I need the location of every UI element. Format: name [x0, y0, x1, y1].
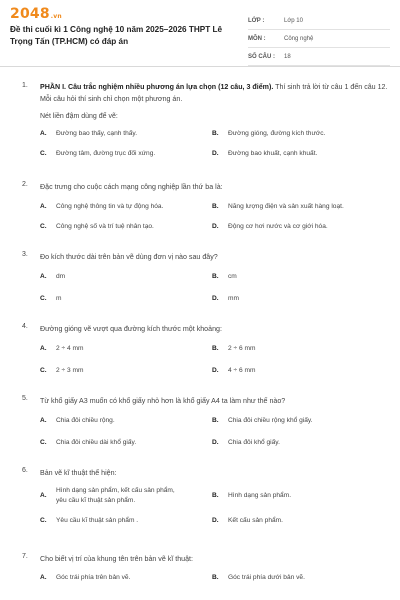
options [40, 272, 400, 304]
option-letter: D. [212, 295, 219, 302]
question-text: Đường gióng vẽ vượt qua đường kích thước một khoảng: [40, 325, 222, 333]
option-letter: D. [212, 223, 219, 230]
question-list [0, 80, 400, 589]
option-letter: B. [212, 130, 219, 137]
options [40, 129, 400, 159]
option-letter: A. [40, 492, 47, 499]
meta-label: SỐ CÂU : [248, 53, 275, 60]
question-6 [0, 467, 400, 541]
option-b[interactable] [212, 486, 392, 506]
options [40, 573, 400, 583]
option-letter: A. [40, 130, 47, 137]
options [40, 416, 400, 448]
option-a[interactable] [40, 129, 212, 139]
option-a[interactable] [40, 573, 212, 583]
option-letter: C. [40, 150, 47, 157]
question-7 [0, 553, 400, 589]
option-text: 2 ÷ 6 mm [228, 345, 256, 352]
option-letter: B. [212, 492, 219, 499]
option-letter: A. [40, 345, 47, 352]
option-text: Chia đôi chiều rộng. [56, 417, 115, 424]
options [40, 202, 400, 232]
header-divider [0, 66, 400, 67]
meta-value: 18 [284, 53, 291, 60]
option-text: Đường bao thấy, cạnh thấy. [56, 130, 138, 137]
option-text: 2 ÷ 4 mm [56, 345, 84, 352]
option-b[interactable] [212, 129, 392, 139]
option-a[interactable] [40, 344, 212, 354]
option-d[interactable] [212, 294, 392, 304]
option-letter: B. [212, 574, 219, 581]
option-letter: B. [212, 273, 219, 280]
option-letter: C. [40, 223, 47, 230]
option-b[interactable] [212, 202, 392, 212]
option-letter: C. [40, 517, 47, 524]
meta-row-question-count [248, 48, 390, 66]
meta-row-subject [248, 30, 390, 48]
question-text: Đo kích thước dài trên bản vẽ dùng đơn vị nào sau đây? [40, 253, 218, 261]
option-letter: A. [40, 574, 47, 581]
option-letter: A. [40, 417, 47, 424]
meta-value: Lớp 10 [284, 17, 303, 24]
option-letter: B. [212, 345, 219, 352]
option-c[interactable] [40, 438, 212, 448]
option-text: Công nghệ số và trí tuệ nhân tạo. [56, 223, 154, 230]
options [40, 486, 400, 526]
option-letter: D. [212, 517, 219, 524]
option-text: Công nghệ thông tin và tự động hóa. [56, 203, 164, 210]
option-text: Chia đôi khổ giấy. [228, 439, 280, 446]
option-a[interactable] [40, 272, 212, 282]
question-3 [0, 251, 400, 311]
option-letter: A. [40, 203, 47, 210]
question-prompt: Nét liền đậm dùng để vẽ: [40, 113, 118, 120]
question-4 [0, 323, 400, 383]
option-text: Chia đôi chiều dài khổ giấy. [56, 439, 137, 446]
option-letter: D. [212, 439, 219, 446]
option-d[interactable] [212, 516, 392, 526]
option-c[interactable] [40, 222, 212, 232]
meta-label: LỚP : [248, 17, 265, 24]
option-b[interactable] [212, 573, 392, 583]
question-number: 7. [22, 553, 28, 560]
logo-text: 2048 [10, 6, 50, 22]
option-d[interactable] [212, 366, 392, 376]
question-text: Bản vẽ kĩ thuật thể hiện: [40, 469, 117, 477]
option-c[interactable] [40, 366, 212, 376]
option-text: 2 ÷ 3 mm [56, 367, 84, 374]
option-letter: B. [212, 203, 219, 210]
meta-row-class [248, 12, 390, 30]
header [0, 0, 400, 66]
option-c[interactable] [40, 294, 212, 304]
option-text: Kết cấu sản phẩm. [228, 517, 283, 524]
question-number: 1. [22, 82, 28, 89]
option-text: Đường bao khuất, cạnh khuất. [228, 150, 318, 157]
question-number: 2. [22, 181, 28, 188]
question-1 [0, 80, 400, 163]
option-a[interactable] [40, 202, 212, 212]
option-text: 4 ÷ 6 mm [228, 367, 256, 374]
option-text: Động cơ hơi nước và cơ giới hóa. [228, 223, 328, 230]
option-letter: D. [212, 150, 219, 157]
option-a[interactable] [40, 416, 212, 426]
question-text: Từ khổ giấy A3 muốn có khổ giấy nhỏ hơn là khổ giấy A4 ta làm như thế nào? [40, 397, 286, 405]
option-text: Hình dạng sản phẩm, kết cấu sản phẩm, yêu cầu kĩ thuật sản phẩm. [56, 487, 175, 504]
option-d[interactable] [212, 438, 392, 448]
option-text: Đường gióng, đường kích thước. [228, 130, 326, 137]
question-5 [0, 395, 400, 455]
option-d[interactable] [212, 222, 392, 232]
option-letter: B. [212, 417, 219, 424]
question-text: Đặc trưng cho cuộc cách mạng công nghiệp lần thứ ba là: [40, 183, 223, 191]
option-text: Góc trái phía dưới bản vẽ. [228, 574, 305, 581]
meta-value: Công nghệ [284, 35, 314, 42]
option-text: Yêu cầu kĩ thuật sản phẩm . [56, 517, 139, 524]
question-number: 4. [22, 323, 28, 330]
option-text: Chia đôi chiều rộng khổ giấy. [228, 417, 313, 424]
option-letter: C. [40, 367, 47, 374]
option-letter: A. [40, 273, 47, 280]
option-text: cm [228, 273, 237, 280]
section-heading: PHẦN I. Câu trắc nghiệm nhiều phương án lựa chọn (12 câu, 3 điểm). [40, 83, 274, 91]
option-b[interactable] [212, 344, 392, 354]
site-logo[interactable] [10, 6, 62, 22]
option-letter: C. [40, 439, 47, 446]
question-number: 3. [22, 251, 28, 258]
option-text: Năng lượng điện và sản xuất hàng loạt. [228, 203, 344, 210]
question-2 [0, 181, 400, 241]
option-c[interactable] [40, 149, 212, 159]
options [40, 344, 400, 376]
option-letter: C. [40, 295, 47, 302]
option-b[interactable] [212, 416, 392, 426]
question-number: 5. [22, 395, 28, 402]
option-d[interactable] [212, 149, 392, 159]
option-text: Hình dạng sản phẩm. [228, 492, 292, 499]
option-text: Đường tâm, đường trục đối xứng. [56, 150, 156, 157]
option-a[interactable] [40, 486, 212, 506]
option-b[interactable] [212, 272, 392, 282]
exam-meta [248, 12, 390, 66]
section-instructions: Thí sinh trả lời từ câu 1 đến câu 12. Mỗi câu hỏi thí sinh chỉ chọn một phương án. [40, 83, 388, 103]
page-title: Đề thi cuối kì 1 Công nghệ 10 năm 2025–2026 THPT Lê Trọng Tấn (TP.HCM) có đáp án [10, 25, 223, 46]
meta-label: MÔN : [248, 35, 266, 42]
option-text: mm [228, 295, 239, 302]
question-number: 6. [22, 467, 28, 474]
option-text: dm [56, 273, 66, 280]
logo-suffix: .vn [50, 13, 62, 20]
question-text [40, 80, 390, 105]
option-c[interactable] [40, 516, 212, 526]
question-text: Cho biết vị trí của khung tên trên bản vẽ kĩ thuật: [40, 555, 194, 563]
option-letter: D. [212, 367, 219, 374]
option-text: Góc trái phía trên bản vẽ. [56, 574, 131, 581]
option-text: m [56, 295, 62, 302]
